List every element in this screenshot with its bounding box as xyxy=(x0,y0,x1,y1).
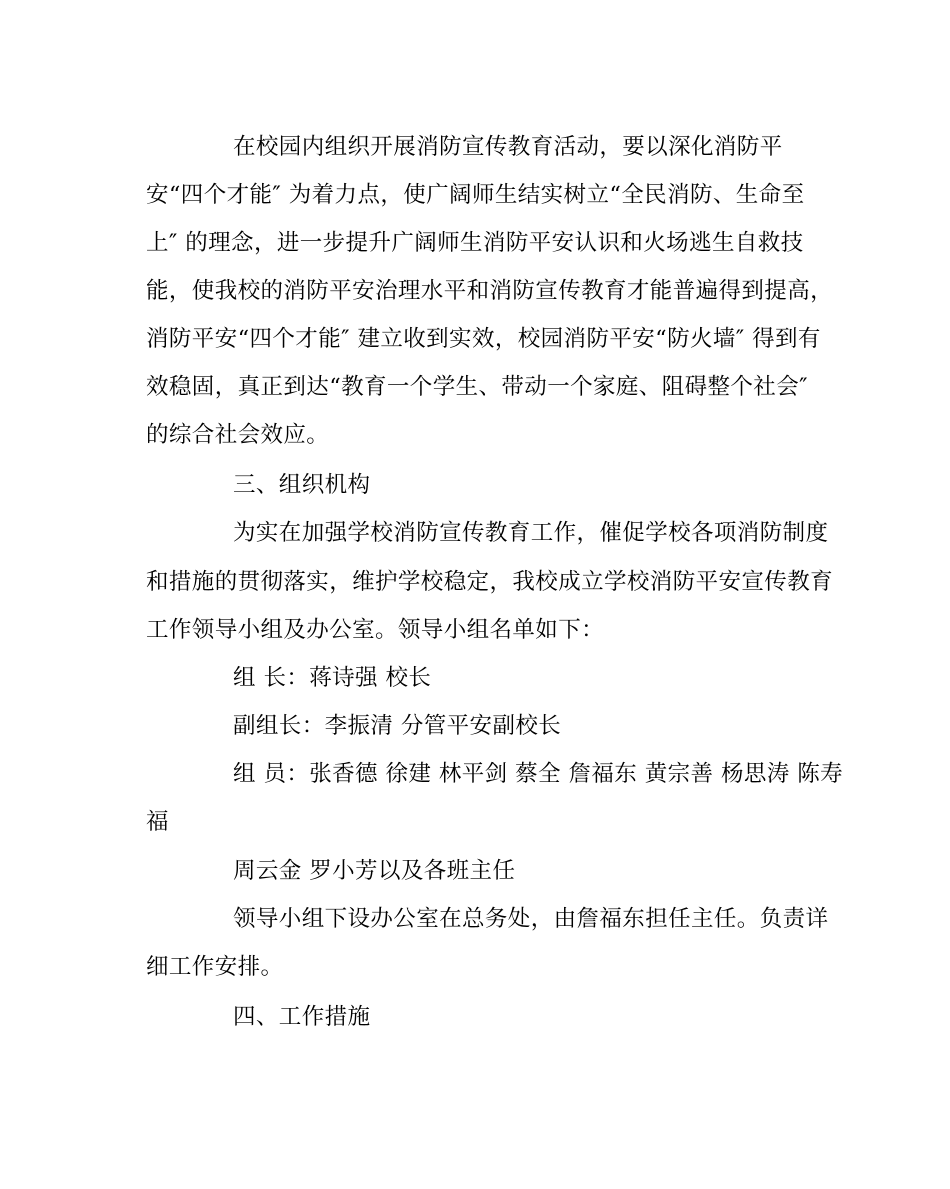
member-line: 组 长：蒋诗强 校长 xyxy=(233,665,432,691)
paragraph-line: 效稳固，真正到达“教育一个学生、带动一个家庭、阻碍整个社会″ xyxy=(146,374,808,400)
member-line: 副组长：李振清 分管平安副校长 xyxy=(233,713,562,739)
paragraph-line: 工作领导小组及办公室。领导小组名单如下： xyxy=(146,617,605,643)
paragraph-line: 在校园内组织开展消防宣传教育活动，要以深化消防平 xyxy=(233,134,783,160)
paragraph-line: 和措施的贯彻落实，维护学校稳定，我校成立学校消防平安宣传教育 xyxy=(146,569,834,595)
paragraph-line: 细工作安排。 xyxy=(146,954,284,980)
section-heading: 三、组织机构 xyxy=(233,472,371,498)
paragraph-line: 安“四个才能″ 为着力点，使广阔师生结实树立“全民消防、生命至 xyxy=(146,182,805,208)
paragraph-line: 的综合社会效应。 xyxy=(146,422,330,448)
paragraph-line: 消防平安“四个才能″ 建立收到实效，校园消防平安“防火墙″ 得到有 xyxy=(146,326,821,352)
paragraph-line: 领导小组下设办公室在总务处，由詹福东担任主任。负责详 xyxy=(233,906,829,932)
member-line: 组 员：张香德 徐建 林平剑 蔡全 詹福东 黄宗善 杨思涛 陈寿 xyxy=(233,761,844,787)
paragraph-line: 能，使我校的消防平安治理水平和消防宣传教育才能普遍得到提高， xyxy=(146,278,834,304)
paragraph-line: 为实在加强学校消防宣传教育工作，催促学校各项消防制度 xyxy=(233,520,829,546)
paragraph-line: 上″ 的理念，进一步提升广阔师生消防平安认识和火场逃生自救技 xyxy=(146,230,804,256)
member-line: 周云金 罗小芳以及各班主任 xyxy=(233,858,516,884)
member-line: 福 xyxy=(146,809,169,835)
section-heading: 四、工作措施 xyxy=(233,1004,371,1030)
